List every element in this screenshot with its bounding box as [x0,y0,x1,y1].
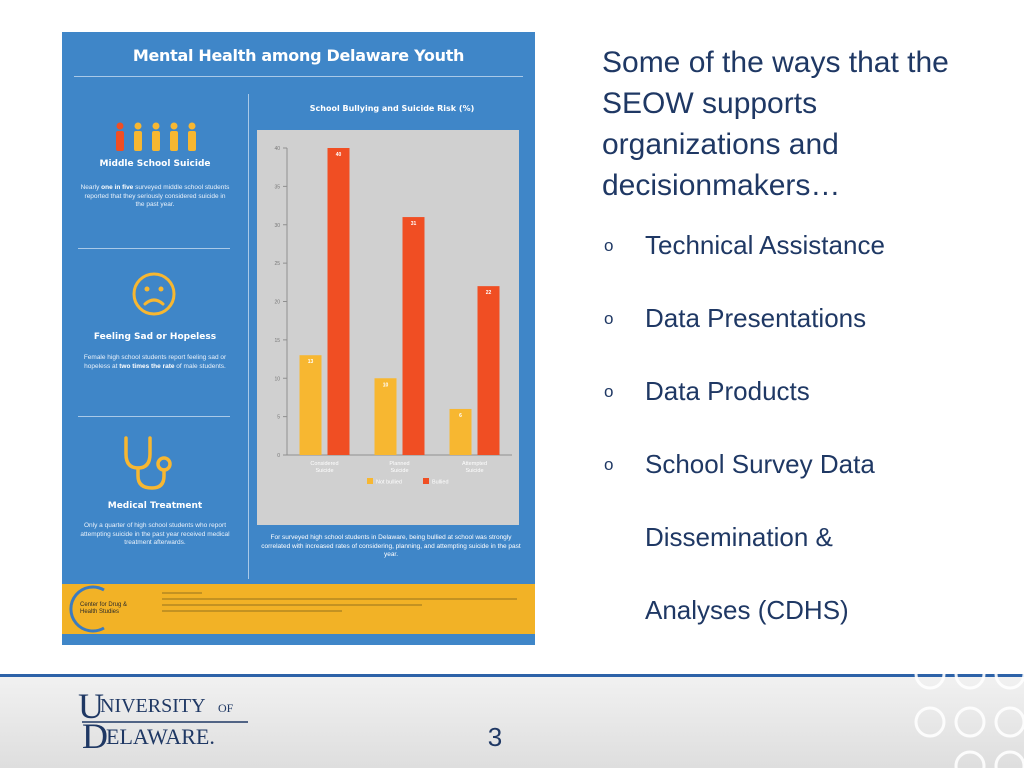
infographic-image [62,32,535,645]
cdhs-name: Center for Drug & Health Studies [80,602,128,615]
bar-value-label: 31 [410,221,417,228]
bar-value-label: 6 [459,412,462,419]
chart-caption: For surveyed high school students in Delaware, being bullied at school was strongly correlated with increased rates of considering, planning, and attempting suicide in the past year. [261,534,521,558]
list-item: Technical Assistance [645,230,885,260]
section-heading-treatment: Medical Treatment [107,501,203,511]
legend-label: Not bullied [376,479,402,486]
category-label: Considered [310,461,339,467]
chart-bar [328,148,350,455]
legend-label: Bullied [432,479,449,486]
chart-bar [300,355,322,455]
section-heading-suicide: Middle School Suicide [99,159,211,169]
section-text-treatment: Only a quarter of high school students who report attempting suicide in the past year received medical treatment afterwards. [80,522,230,546]
bar-value-label: 10 [382,382,389,389]
list-item-continued: Analyses (CDHS) [645,595,849,625]
infographic-bottom-strip [62,634,535,645]
bar-value-label: 22 [485,290,492,297]
page-number: 3 [487,722,503,752]
category-label: Attempted [461,461,488,467]
chart-bar [375,378,397,455]
chart-title: School Bullying and Suicide Risk (%) [309,104,475,113]
svg-text:ELAWARE.: ELAWARE. [106,724,215,749]
section-text-sad: Female high school students report feeling sad or hopeless at two times the rate of male students. [83,354,227,370]
list-item: Data Presentations [645,303,867,333]
y-tick-label: 20 [274,299,280,306]
section-heading-sad: Feeling Sad or Hopeless [93,332,217,342]
legend-swatch [423,478,429,484]
svg-text:D: D [82,716,108,756]
y-tick-label: 25 [274,261,280,268]
bullet-marker: o [604,382,614,401]
people-icon [112,122,202,152]
university-of-delaware-logo [78,686,258,760]
section-text-suicide: Nearly one in five surveyed middle school students reported that they seriously considered suicide in the past year. [80,184,230,208]
bullet-marker: o [604,455,614,474]
bullet-marker: o [604,309,614,328]
title-divider [74,76,523,77]
category-label: Suicide [465,468,484,474]
section-divider [78,248,230,249]
y-tick-label: 35 [274,184,280,191]
category-label: Suicide [315,468,334,474]
y-tick-label: 0 [277,453,280,459]
slide-heading: Some of the ways that the SEOW supports organizations and decisionmakers… [602,46,949,202]
list-item: Data Products [645,376,810,406]
y-tick-label: 30 [274,222,280,229]
y-tick-label: 5 [277,414,280,421]
y-tick-label: 15 [274,337,280,344]
y-tick-label: 10 [274,376,280,383]
decorative-circles-icon [880,650,1024,768]
category-label: Planned [389,461,410,467]
svg-text:NIVERSITY: NIVERSITY [100,695,206,717]
y-tick-label: 40 [274,146,280,152]
sources-text [162,592,524,622]
svg-text:OF: OF [218,701,234,715]
list-item: School Survey Data [645,449,875,479]
category-label: Suicide [390,468,409,474]
stethoscope-icon [118,434,182,492]
bar-chart [257,130,527,525]
chart-bar [478,286,500,455]
svg-text:U: U [78,686,104,726]
sad-face-icon [130,270,178,318]
bar-value-label: 40 [335,152,342,158]
column-divider [248,94,249,579]
legend-swatch [367,478,373,484]
infographic-title: Mental Health among Delaware Youth [132,46,465,65]
list-item-continued: Dissemination & [645,522,833,552]
bullet-marker: o [604,236,614,255]
chart-bar [403,217,425,455]
bar-value-label: 13 [307,359,314,366]
section-divider [78,416,230,417]
